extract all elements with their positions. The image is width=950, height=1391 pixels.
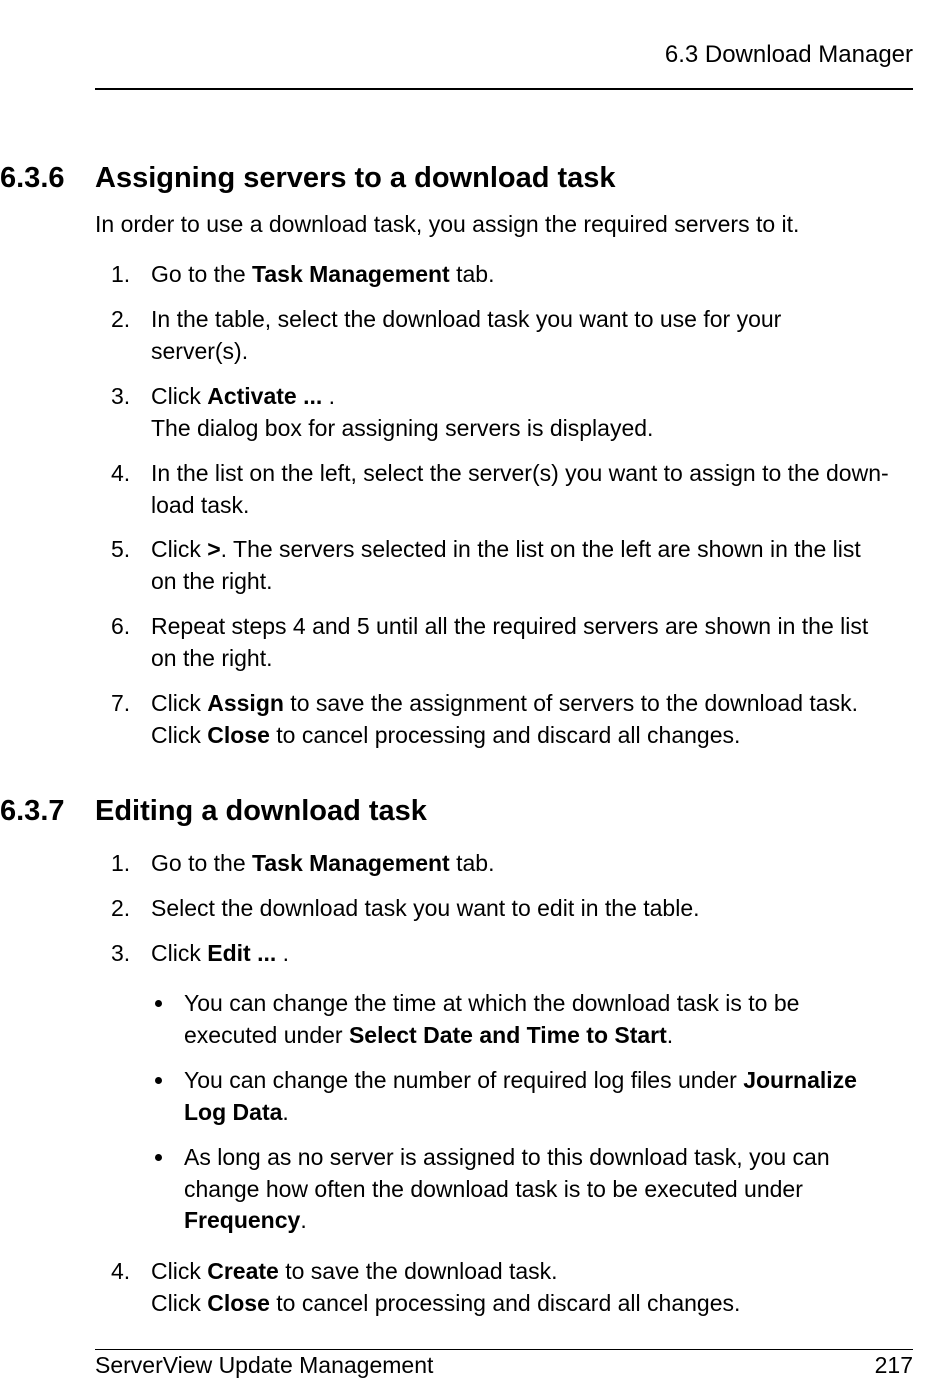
step-number: 1. <box>111 261 131 287</box>
bullet-dot-icon <box>155 1154 162 1161</box>
text-run: . <box>300 1207 307 1233</box>
text-run: Go to the <box>151 261 253 287</box>
text-run: server(s). <box>151 337 249 364</box>
ui-term: Close <box>207 1289 270 1316</box>
text-run: Click <box>151 690 208 716</box>
step-number: 2. <box>111 895 131 921</box>
bullet-text <box>184 1142 900 1237</box>
text-run: Click <box>151 721 208 748</box>
text-run: Go to the <box>151 850 253 876</box>
step-number: 7. <box>111 690 131 716</box>
bullet-text <box>184 988 900 1051</box>
text-run: . <box>666 1021 674 1048</box>
ui-term: Edit ... <box>207 940 277 966</box>
text-run: . The servers selected in the list on the left are shown in the list <box>220 536 861 562</box>
section-number: 6.3.7 <box>0 795 65 827</box>
text-run: Select the download task you want to edit in the table. <box>151 895 700 921</box>
section-title: Assigning servers to a download task <box>95 162 616 194</box>
step-number: 3. <box>111 940 131 966</box>
ui-term: Create <box>207 1258 279 1284</box>
step-number: 5. <box>111 536 131 562</box>
text-run: . <box>276 940 290 966</box>
header-rule <box>95 88 913 90</box>
ui-term: Log Data <box>184 1098 283 1125</box>
step-number: 3. <box>111 383 131 409</box>
text-run: change how often the download task is to be executed under <box>184 1175 803 1202</box>
text-run: . <box>282 1098 289 1125</box>
step-text <box>151 1256 920 1319</box>
step-text <box>151 893 920 925</box>
text-run: You can change the number of required log files under <box>184 1067 744 1093</box>
step-number: 4. <box>111 460 131 486</box>
step-number: 6. <box>111 613 131 639</box>
text-run: Click <box>151 1258 208 1284</box>
text-run: executed under <box>184 1021 349 1048</box>
bullet-dot-icon <box>155 1000 162 1007</box>
step-text <box>151 304 920 367</box>
text-run: to save the download task. <box>278 1258 558 1284</box>
bullet-dot-icon <box>155 1077 162 1084</box>
step-number: 4. <box>111 1258 131 1284</box>
step-text <box>151 848 920 880</box>
text-run: on the right. <box>151 644 273 671</box>
step-number: 2. <box>111 306 131 332</box>
section-title: Editing a download task <box>95 795 427 827</box>
ui-term: Journalize <box>743 1067 857 1093</box>
text-run: Repeat steps 4 and 5 until all the required servers are shown in the list <box>151 613 869 639</box>
ui-term: Task Management <box>252 261 450 287</box>
ui-term: Assign <box>207 690 284 716</box>
step-text <box>151 381 920 444</box>
step-text <box>151 534 920 597</box>
page-number: 217 <box>874 1352 913 1378</box>
ui-term: Frequency <box>184 1207 301 1233</box>
ui-term: Close <box>207 721 270 748</box>
text-run: In the table, select the download task you want to use for your <box>151 306 782 332</box>
text-run: load task. <box>151 491 250 518</box>
step-text <box>151 458 920 521</box>
bullet-text <box>184 1065 900 1128</box>
step-number: 1. <box>111 850 131 876</box>
step-text <box>151 611 920 674</box>
text-run: Click <box>151 1289 208 1316</box>
step-text <box>151 259 920 291</box>
step-text <box>151 938 920 970</box>
text-run: You can change the time at which the download task is to be <box>184 990 800 1016</box>
section-intro: In order to use a download task, you assign the required servers to it. <box>95 211 800 237</box>
ui-term: Select Date and Time to Start <box>348 1021 667 1048</box>
text-run: In the list on the left, select the server(s) you want to assign to the down- <box>151 460 889 486</box>
step-text <box>151 688 920 751</box>
text-run: to cancel processing and discard all changes. <box>269 721 741 748</box>
text-run: . <box>322 383 336 409</box>
text-run: on the right. <box>151 567 273 594</box>
running-header: 6.3 Download Manager <box>664 41 913 68</box>
text-run: Click <box>151 536 208 562</box>
ui-term: Activate ... <box>207 383 323 409</box>
text-run: to cancel processing and discard all changes. <box>269 1289 741 1316</box>
text-run: The dialog box for assigning servers is displayed. <box>151 414 654 441</box>
ui-term: > <box>207 536 221 562</box>
section-number: 6.3.6 <box>0 162 65 194</box>
text-run: Click <box>151 940 208 966</box>
text-run: As long as no server is assigned to this download task, you can <box>184 1144 830 1170</box>
text-run: to save the assignment of servers to the download task. <box>283 690 858 716</box>
text-run: Click <box>151 383 208 409</box>
text-run: tab. <box>449 850 495 876</box>
footer-product: ServerView Update Management <box>95 1352 434 1378</box>
ui-term: Task Management <box>252 850 450 876</box>
text-run: tab. <box>449 261 495 287</box>
